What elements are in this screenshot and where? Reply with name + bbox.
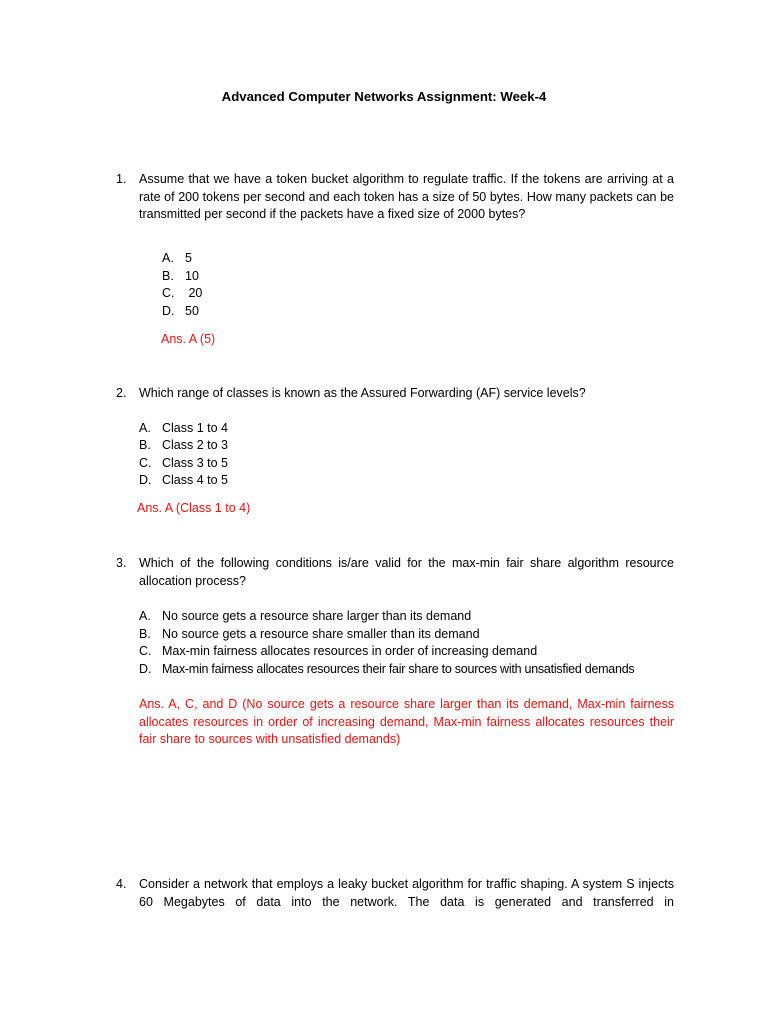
question-text: Which range of classes is known as the Assured Forwarding (AF) service levels? bbox=[139, 386, 586, 400]
option-text: 5 bbox=[185, 251, 192, 265]
option-letter: C. bbox=[139, 456, 152, 470]
option-d bbox=[139, 472, 228, 490]
option-c bbox=[139, 455, 228, 473]
option-a bbox=[139, 608, 471, 626]
option-text: 10 bbox=[185, 269, 199, 283]
option-a bbox=[162, 250, 192, 268]
option-letter: A. bbox=[139, 609, 151, 623]
option-text: Class 2 to 3 bbox=[162, 438, 229, 452]
answer-3: Ans. A, C, and D (No source gets a resource share larger than its demand, Max-min fairness allocates resources in order of increasing demand, Max-min fairness allocates resources their fair share to sources with unsatisfied demands) bbox=[139, 697, 674, 746]
option-a bbox=[139, 420, 228, 438]
option-text: Max-min fairness allocates resources in order of increasing demand bbox=[162, 644, 538, 658]
question-number: 3. bbox=[116, 556, 127, 570]
option-text: No source gets a resource share smaller than its demand bbox=[162, 627, 480, 641]
question-number: 4. bbox=[116, 877, 127, 891]
option-letter: A. bbox=[139, 421, 151, 435]
option-letter: A. bbox=[162, 251, 174, 265]
option-c bbox=[162, 285, 202, 303]
option-text: 50 bbox=[185, 304, 199, 318]
answer-2: Ans. A (Class 1 to 4) bbox=[137, 501, 251, 515]
option-letter: C. bbox=[162, 286, 175, 300]
option-text: Class 4 to 5 bbox=[162, 473, 229, 487]
question-4 bbox=[116, 876, 674, 911]
option-letter: D. bbox=[139, 473, 152, 487]
option-text: Class 1 to 4 bbox=[162, 421, 229, 435]
option-letter: C. bbox=[139, 644, 152, 658]
page-title: Advanced Computer Networks Assignment: Week-4 bbox=[221, 89, 547, 104]
option-text: Class 3 to 5 bbox=[162, 456, 229, 470]
option-b bbox=[139, 626, 480, 644]
option-letter: D. bbox=[162, 304, 175, 318]
option-d bbox=[139, 661, 634, 679]
option-letter: D. bbox=[139, 662, 152, 676]
option-text: 20 bbox=[185, 286, 203, 300]
option-d bbox=[162, 303, 199, 321]
question-text: Assume that we have a token bucket algorithm to regulate traffic. If the tokens are arriving at a rate of 200 tokens per second and each token has a size of 50 bytes. How many packets can be transmitted per second if the packets have a fixed size of 2000 bytes? bbox=[139, 172, 674, 221]
option-letter: B. bbox=[139, 627, 151, 641]
option-text: No source gets a resource share larger than its demand bbox=[162, 609, 472, 623]
option-letter: B. bbox=[139, 438, 151, 452]
question-number: 2. bbox=[116, 386, 127, 400]
option-b bbox=[139, 437, 228, 455]
option-c bbox=[139, 643, 537, 661]
question-2 bbox=[116, 385, 674, 403]
option-b bbox=[162, 268, 199, 286]
question-number: 1. bbox=[116, 172, 127, 186]
question-text: Consider a network that employs a leaky bucket algorithm for traffic shaping. A system S injects 60 Megabytes of data into the network. The data is generated and transferred in bbox=[139, 877, 674, 909]
answer-1: Ans. A (5) bbox=[161, 332, 216, 346]
question-text: Which of the following conditions is/are valid for the max-min fair share algorithm resource allocation process? bbox=[139, 556, 674, 588]
question-3 bbox=[116, 555, 674, 590]
option-text: Max-min fairness allocates resources their fair share to sources with unsatisfied demands bbox=[162, 662, 635, 676]
option-letter: B. bbox=[162, 269, 174, 283]
question-1 bbox=[116, 171, 674, 224]
